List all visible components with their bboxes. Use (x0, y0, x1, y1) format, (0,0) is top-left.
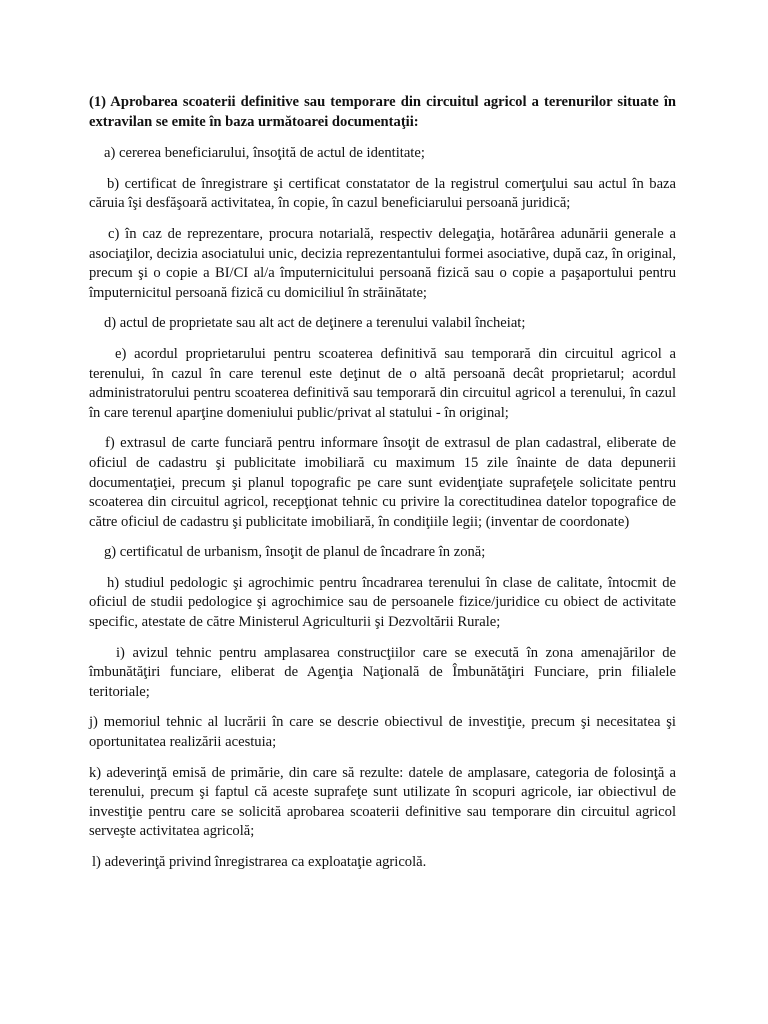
item-a: a) cererea beneficiarului, însoţită de actul de identitate; (104, 145, 425, 162)
item-h: h) studiul pedologic şi agrochimic pentru încadrarea terenului în clase de calitate, întocmit de oficiul de studii pedologice şi agrochimice sau de persoanele fizice/juridice cu obiect de activitate specific, atestate de către Ministerul Agriculturii şi Dezvoltării Rurale; (89, 574, 676, 631)
item-b: b) certificat de înregistrare şi certificat constatator de la registrul comerţului sau actul în baza căruia îşi desfăşoară activitatea, în copie, în cazul beneficiarului persoană juridică; (89, 175, 676, 212)
section-heading: (1) Aprobarea scoaterii definitive sau temporare din circuitul agricol a terenurilor situate în extravilan se emite în baza următoarei documentaţii: (89, 94, 676, 130)
item-f: f) extrasul de carte funciară pentru informare însoţit de extrasul de plan cadastral, eliberate de oficiul de cadastru şi publicitate imobiliară cu maximum 15 zile înainte de data depunerii documentaţiei, precum şi planul topografic pe care sunt evidenţiate suprafeţele solicitate pentru scoaterea din circuitul agricol, recepţionat tehnic cu privire la corectitudinea datelor topografice de către oficiul de cadastru şi publicitate imobiliară, în condiţiile legii; (inventar de coordonate) (89, 435, 676, 530)
item-d: d) actul de proprietate sau alt act de deţinere a terenului valabil încheiat; (104, 315, 526, 332)
item-l: l) adeverinţă privind înregistrarea ca exploataţie agricolă. (92, 854, 427, 870)
item-i: i) avizul tehnic pentru amplasarea construcţiilor care se execută în zona amenajărilor de îmbunătăţiri funciare, eliberat de Agenţia Naţională de Îmbunătăţiri Funciare, prin filialele teritoriale; (89, 644, 676, 700)
item-g: g) certificatul de urbanism, însoţit de planul de încadrare în zonă; (104, 544, 486, 561)
item-k: k) adeverinţă emisă de primărie, din care să rezulte: datele de amplasare, categoria de folosinţă a terenului, precum şi faptul că aceste suprafeţe sunt utilizate în scopuri agricole, iar obiectivul de investiţie pentru care se solicită aprobarea scoaterii definitive sau temporare din circuitul agricol serveşte activitatea agricolă; (89, 764, 676, 840)
item-c: c) în caz de reprezentare, procura notarială, respectiv delegaţia, hotărârea adunării generale a asociaţilor, decizia asociatului unic, decizia reprezentantului formei asociative, după caz, în original, precum şi o copie a BI/CI al/a împuternicitului persoană fizică sau o copie a paşaportului pentru împuternicitul persoană fizică cu domiciliul în străinătate; (89, 225, 676, 301)
document-page (89, 93, 676, 884)
item-j: j) memoriul tehnic al lucrării în care se descrie obiectivul de investiţie, precum şi necesitatea şi oportunitatea realizării acestuia; (89, 714, 676, 751)
item-e: e) acordul proprietarului pentru scoaterea definitivă sau temporară din circuitul agricol a terenului, în cazul în care terenul este deţinut de o altă persoană decât proprietarul; acordul administratorului pentru scoaterea definitivă sau temporară din circuitul agricol a terenului, în cazul în care terenul aparţine domeniului public/privat al statului - în original; (89, 345, 676, 421)
